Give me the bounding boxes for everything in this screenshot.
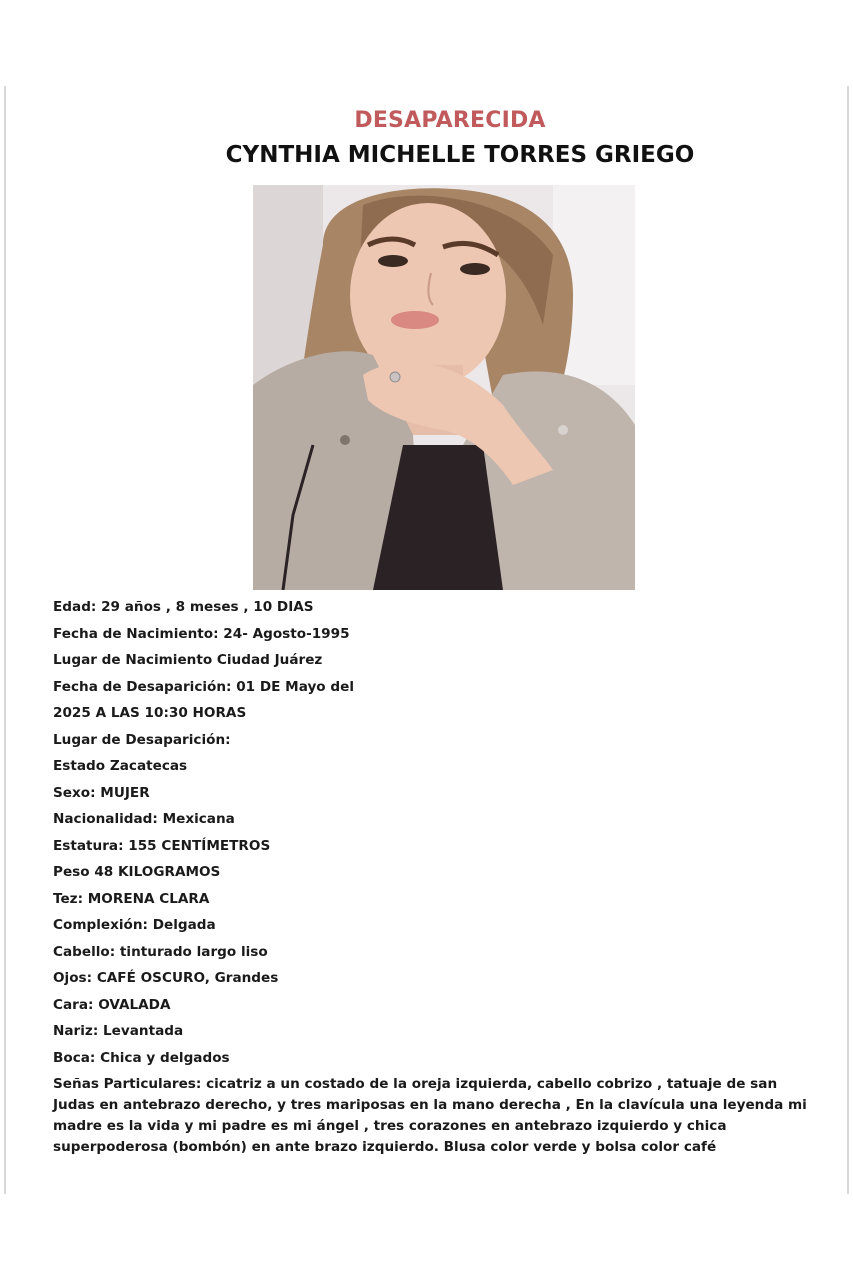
sex-line: Sexo: MUJER bbox=[53, 784, 150, 801]
age-line: Edad: 29 años , 8 meses , 10 DIAS bbox=[53, 599, 314, 615]
height-line: Estatura: 155 CENTÍMETROS bbox=[53, 837, 271, 854]
skin-tone-line: Tez: MORENA CLARA bbox=[53, 890, 210, 907]
birth-date-line: Fecha de Nacimiento: 24- Agosto-1995 bbox=[53, 625, 350, 642]
birth-place-line: Lugar de Nacimiento Ciudad Juárez bbox=[53, 652, 323, 668]
nationality-line: Nacionalidad: Mexicana bbox=[53, 811, 235, 827]
person-name: CYNTHIA MICHELLE TORRES GRIEGO bbox=[225, 142, 695, 168]
nose-line: Nariz: Levantada bbox=[53, 1023, 184, 1039]
disappearance-place-label: Lugar de Desaparición: bbox=[53, 731, 231, 748]
distinguishing-marks: Señas Particulares: cicatriz a un costado de la oreja izquierda, cabello cobrizo , tatuaje de san Judas en antebrazo derecho, y tres mariposas en la mano derecha , En la clavícula una leyenda mi madre es la vida y mi padre es mi ángel , tres corazones en antebrazo izquierdo y chica superpoderosa (bombón) en ante brazo izquierdo. Blusa color verde y bolsa color café bbox=[53, 1076, 807, 1155]
page-border-left bbox=[4, 86, 6, 1194]
disappearance-date-line-2: 2025 A LAS 10:30 HORAS bbox=[53, 705, 247, 721]
page-border-right bbox=[847, 86, 849, 1194]
status-heading: DESAPARECIDA bbox=[354, 108, 546, 133]
disappearance-date-line-1: Fecha de Desaparición: 01 DE Mayo del bbox=[53, 678, 354, 695]
hair-line: Cabello: tinturado largo liso bbox=[53, 943, 268, 960]
face-line: Cara: OVALADA bbox=[53, 996, 171, 1013]
eyes-line: Ojos: CAFÉ OSCURO, Grandes bbox=[53, 970, 279, 986]
build-line: Complexión: Delgada bbox=[53, 917, 216, 933]
disappearance-place-line: Estado Zacatecas bbox=[53, 758, 188, 774]
mouth-line: Boca: Chica y delgados bbox=[53, 1049, 230, 1066]
person-photo bbox=[253, 185, 635, 590]
weight-line: Peso 48 KILOGRAMOS bbox=[53, 864, 221, 880]
person-details bbox=[53, 597, 813, 1158]
